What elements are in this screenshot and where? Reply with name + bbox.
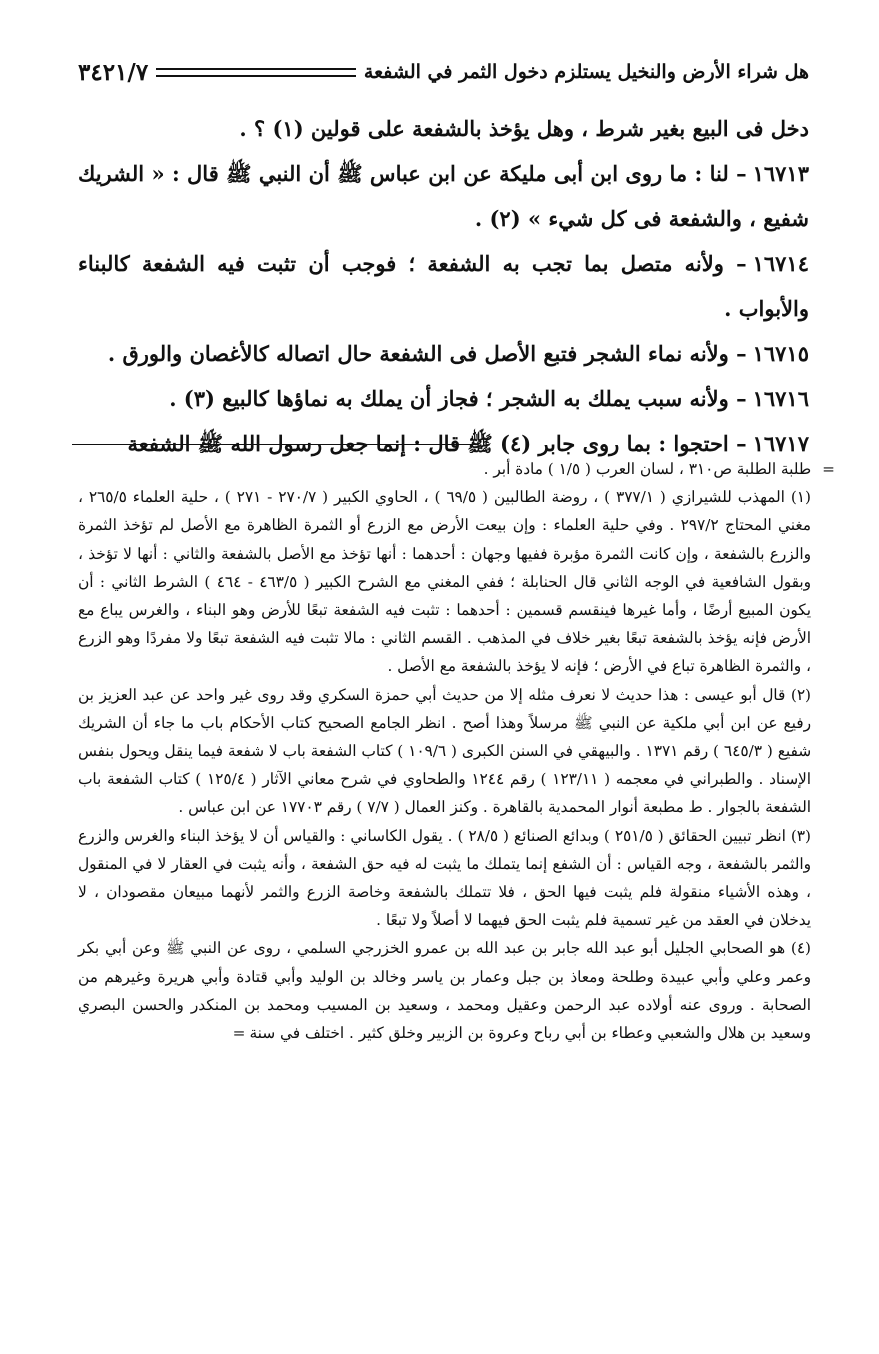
paragraph-number: ١٦٧١٦ [752,386,809,411]
footnote-4 [78,934,811,1047]
paragraph-text: – ولأنه سبب يملك به الشجر ؛ فجاز أن يملك به نماؤها كالبيع (٣) . [169,386,747,411]
opening-line: دخل فى البيع بغير شرط ، وهل يؤخذ بالشفعة على قولين (١) ؟ . [239,116,809,141]
footnote-4-text: (٤) هو الصحابي الجليل أبو عبد الله جابر بن عبد الله بن عمرو الخزرجي السلمي ، روى عن النبي ﷺ وعن أبي بكر وعمر وعلي وأبي عبيدة وطلحة ومعاذ بن جبل وعمار بن ياسر وخالد بن الوليد وأبي قتادة وأبي هريرة وغيرهم من الصحابة . وروى عنه أولاده عبد الرحمن وعقيل ومحمد ، وسعيد بن المسيب ومحمد بن المنكدر والحسن البصري وسعيد بن هلال والشعبي وعطاء بن أبي رباح وعروة بن الزبير وخلق كثير . اختلف في سنة [78,939,811,1043]
page-number: ٣٤٢١/٧ [78,58,149,86]
footnote-continuation [78,455,835,483]
footnote-separator [72,444,475,445]
paragraph-16715 [78,331,809,376]
continued-marker: = [232,1024,246,1043]
footnotes [78,455,835,1047]
header-title: هل شراء الأرض والنخيل يستلزم دخول الثمر في الشفعة [363,61,809,83]
paragraph-text: – لنا : ما روى ابن أبى مليكة عن ابن عباس ﷺ أن النبي ﷺ قال : « الشريك شفيع ، والشفعة فى كل شيء » (٢) . [78,161,809,231]
paragraph-16714 [78,241,809,331]
paragraph-text: – ولأنه متصل بما تجب به الشفعة ؛ فوجب أن تثبت فيه الشفعة كالبناء والأبواب . [78,251,809,321]
footnote-2: (٢) قال أبو عيسى : هذا حديث لا نعرف مثله إلا من حديث أبي حمزة السكري وقد روى غير واحد عن عبد العزيز بن رفيع عن ابن أبي ملكية عن النبي ﷺ مرسلاً وهذا أصح . انظر الجامع الصحيح كتاب الأحكام باب ما جاء أن الشريك شفيع ( ٦٤٥/٣ ) رقم ١٣٧١ . والبيهقي في السنن الكبرى ( ١٠٩/٦ ) كتاب الشفعة باب لا شفعة فيما ينقل ويحول بنفس الإسناد . والطبراني في معجمه ( ١٢٣/١١ ) رقم ١٢٤٤ والطحاوي في شرح معاني الآثار ( ١٢٥/٤ ) كتاب الشفعة باب الشفعة بالجوار . ط مطبعة أنوار المحمدية بالقاهرة . وكنز العمال ( ٧/٧ ) رقم ١٧٧٠٣ عن ابن عباس . [78,685,812,817]
paragraph-number: ١٦٧١٣ [752,161,809,186]
paragraph-text: – احتجوا : بما روى جابر (٤) ﷺ قال : إنما جعل رسول الله ﷺ الشفعة [127,431,747,456]
footnote-3: (٣) انظر تبيين الحقائق ( ٢٥١/٥ ) وبدائع الصنائع ( ٢٨/٥ ) . يقول الكاساني : والقياس أن لا يؤخذ البناء والغرس والزرع والثمر بالشفعة ، وجه القياس : أن الشفع إنما يتملك ما يثبت له فيه حق الشفعة ، وأنه يثبت في العقار لا في المنقول ، وهذه الأشياء منقولة فلم يثبت فيها الحق ، فلا تتملك بالشفعة وخاصة الزرع والثمر لأنهما مبيعان مقصودان ، لا يدخلان في العقد من غير تسمية فلم يثبت الحق فيهما لا أصلاً ولا تبعًا . [78,826,811,930]
header-rule [156,68,356,77]
continuation-marker: = [822,460,835,478]
paragraph-16716 [78,376,809,421]
running-header [78,52,809,92]
footnote-continuation-text: طلبة الطلبة ص٣١٠ ، لسان العرب ( ١/٥ ) مادة أبر . [483,460,811,478]
paragraph-number: ١٦٧١٥ [752,341,809,366]
footnote-1: (١) المهذب للشيرازي ( ٣٧٧/١ ) ، روضة الطالبين ( ٦٩/٥ ) ، الحاوي الكبير ( ٢٧٠/٧ - ٢٧١ ) ، حلية العلماء ٢٦٥/٥ ، مغني المحتاج ٢٩٧/٢ . وفي حلية العلماء : وإن بيعت الأرض مع الزرع أو الثمرة الظاهرة مع الأصل لم تؤخذ الثمرة والزرع بالشفعة ، وإن كانت الثمرة مؤبرة ففيها وجهان : أحدهما : أنها تؤخذ مع الأصل بالشفعة والثاني : أنها لا تؤخذ ، وبقول الشافعية في الوجه الثاني قال الحنابلة ؛ ففي المغني مع الشرح الكبير ( ٤٦٣/٥ - ٤٦٤ ) الشرط الثاني : أن يكون المبيع أرضًا ، وأما غيرها فينقسم قسمين : أحدهما : تثبت فيه الشفعة تبعًا للأرض وهو البناء ، والغرس يباع مع الأرض فإنه يؤخذ بالشفعة تبعًا بغير خلاف في المذهب . القسم الثاني : مالا تثبت فيه الشفعة تبعًا ولا مفردًا وهو الزرع ، والثمرة الظاهرة تباع في الأرض ؛ فإنه لا يؤخذ بالشفعة مع الأصل . [78,488,812,676]
paragraph-text: – ولأنه نماء الشجر فتبع الأصل فى الشفعة حال اتصاله كالأغصان والورق . [107,341,747,366]
paragraph-number: ١٦٧١٤ [752,251,809,276]
paragraph-16713 [78,151,809,241]
main-text [78,106,809,466]
paragraph-number: ١٦٧١٧ [752,431,809,456]
